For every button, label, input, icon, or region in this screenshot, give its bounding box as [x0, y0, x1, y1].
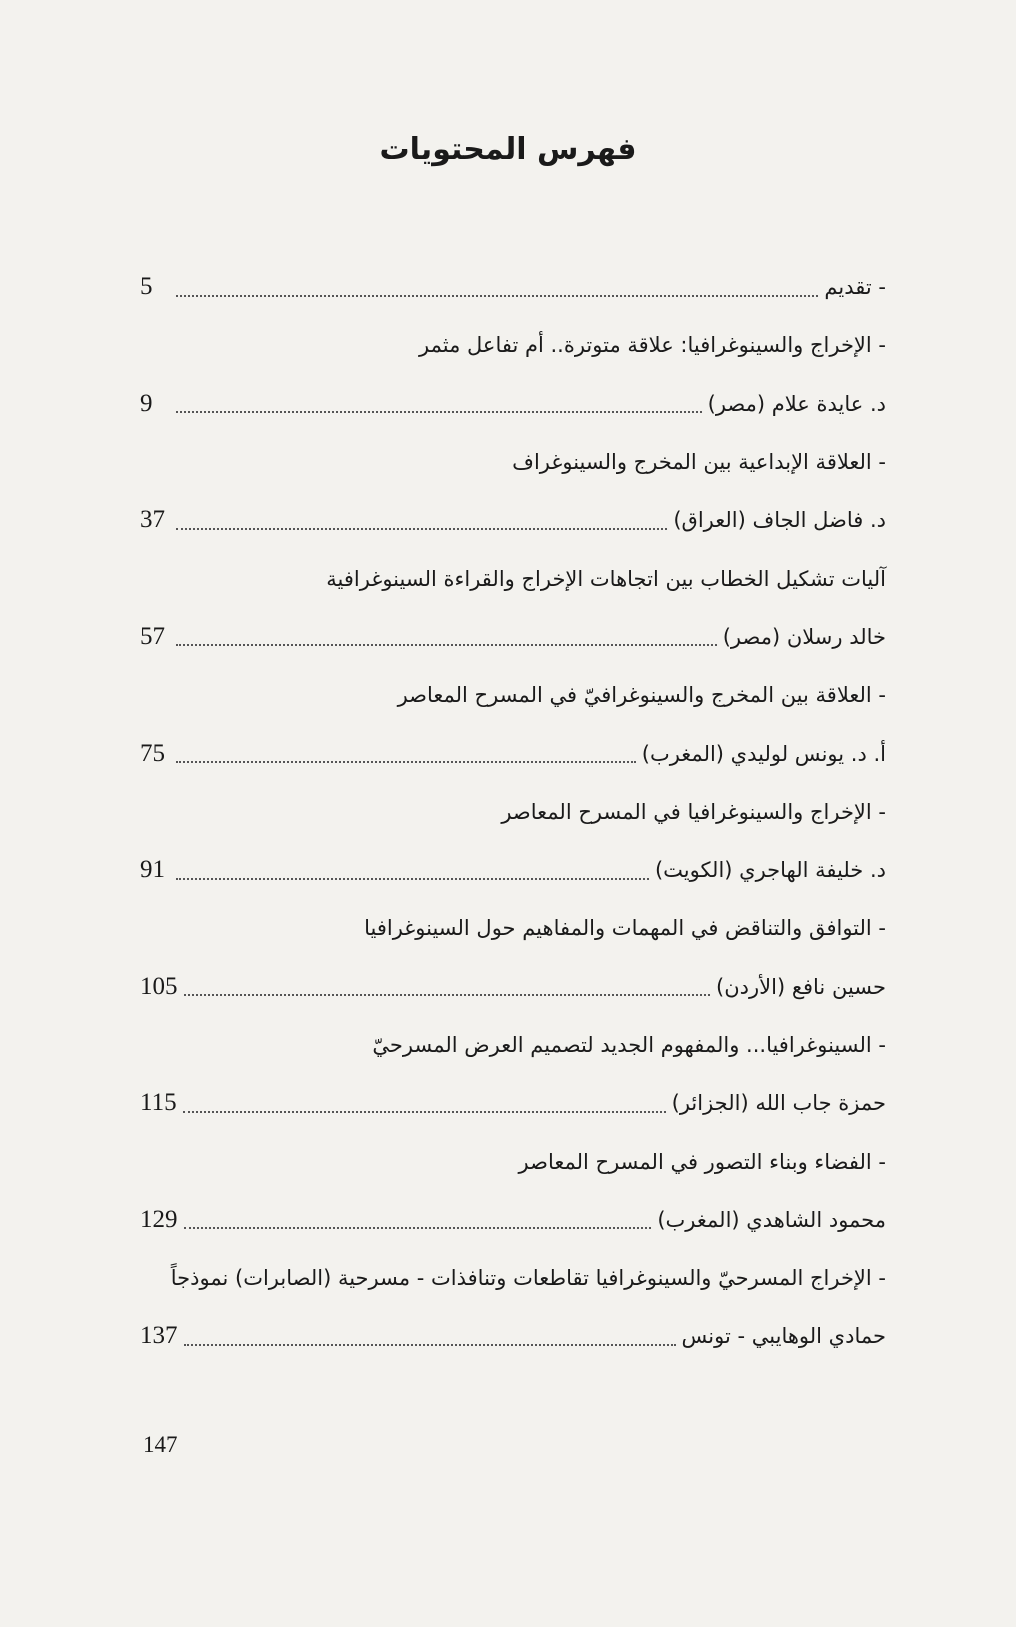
dot-leader: [176, 410, 702, 413]
entry-text: د. عايدة علام (مصر): [707, 391, 886, 416]
dot-leader: [176, 760, 636, 763]
entry-page-number: 129: [140, 1205, 178, 1233]
entry-text: حسين نافع (الأردن): [716, 974, 886, 999]
page-number: 147: [143, 1432, 178, 1457]
entry-page-number: 137: [140, 1322, 178, 1350]
dot-leader: [184, 1226, 652, 1229]
toc-entry-title: [140, 666, 886, 724]
toc-entry-author: [140, 958, 886, 1016]
dot-leader: [184, 993, 711, 996]
entry-text: أ. د. يونس لوليدي (المغرب): [641, 741, 886, 766]
toc-entry-author: [140, 258, 886, 316]
toc-entry-title: [140, 783, 886, 841]
page-title: فهرس المحتويات: [379, 132, 637, 167]
entry-text: - العلاقة الإبداعية بين المخرج والسينوغراف: [512, 450, 886, 475]
entry-page-number: 5: [140, 273, 153, 301]
entry-page-number: 105: [140, 972, 178, 1000]
entry-text: - الفضاء وبناء التصور في المسرح المعاصر: [518, 1149, 886, 1174]
dot-leader: [183, 1110, 666, 1113]
toc-entry-author: [140, 1074, 886, 1132]
entry-text: خالد رسلان (مصر): [722, 624, 886, 649]
toc-entry-title: [140, 899, 886, 957]
toc-entry-title: [140, 1249, 886, 1307]
entry-page-number: 37: [140, 506, 165, 534]
entry-text: حمزة جاب الله (الجزائر): [671, 1091, 886, 1116]
entry-text: آليات تشكيل الخطاب بين اتجاهات الإخراج والقراءة السينوغرافية: [326, 566, 886, 591]
entry-page-number: 57: [140, 622, 165, 650]
toc-entry-title: [140, 1016, 886, 1074]
toc-entry-author: [140, 1191, 886, 1249]
entry-page-number: 75: [140, 739, 165, 767]
entry-page-number: 9: [140, 389, 153, 417]
entry-text: - الإخراج والسينوغرافيا: علاقة متوترة.. أم تفاعل مثمر: [419, 333, 886, 358]
entry-text: د. خليفة الهاجري (الكويت): [654, 858, 886, 883]
dot-leader: [184, 1343, 676, 1346]
entry-text: - تقديم: [824, 275, 886, 300]
toc-entry-author: [140, 491, 886, 549]
entry-text: - التوافق والتناقض في المهمات والمفاهيم حول السينوغرافيا: [364, 916, 886, 941]
toc-entry-author: [140, 724, 886, 782]
entry-text: محمود الشاهدي (المغرب): [657, 1207, 886, 1232]
table-of-contents: [140, 258, 886, 1366]
entry-page-number: 91: [140, 856, 165, 884]
toc-entry-title: [140, 316, 886, 374]
entry-text: - الإخراج المسرحيّ والسينوغرافيا تقاطعات وتنافذات - مسرحية (الصابرات) نموذجاً: [170, 1266, 886, 1291]
dot-leader: [176, 877, 649, 880]
toc-entry-title: [140, 1132, 886, 1190]
entry-text: - الإخراج والسينوغرافيا في المسرح المعاصر: [501, 799, 886, 824]
entry-text: - السينوغرافيا... والمفهوم الجديد لتصميم العرض المسرحيّ: [372, 1033, 886, 1057]
dot-leader: [176, 527, 667, 530]
toc-entry-author: [140, 841, 886, 899]
toc-entry-author: [140, 375, 886, 433]
entry-page-number: 115: [140, 1089, 177, 1117]
dot-leader: [176, 643, 717, 646]
dot-leader: [176, 294, 818, 297]
entry-text: - العلاقة بين المخرج والسينوغرافيّ في المسرح المعاصر: [397, 683, 886, 708]
toc-entry-author: [140, 1307, 886, 1365]
entry-text: حمادي الوهايبي - تونس: [681, 1324, 886, 1349]
toc-entry-title: [140, 549, 886, 607]
toc-entry-title: [140, 433, 886, 491]
entry-text: د. فاضل الجاف (العراق): [673, 508, 886, 533]
toc-entry-author: [140, 608, 886, 666]
